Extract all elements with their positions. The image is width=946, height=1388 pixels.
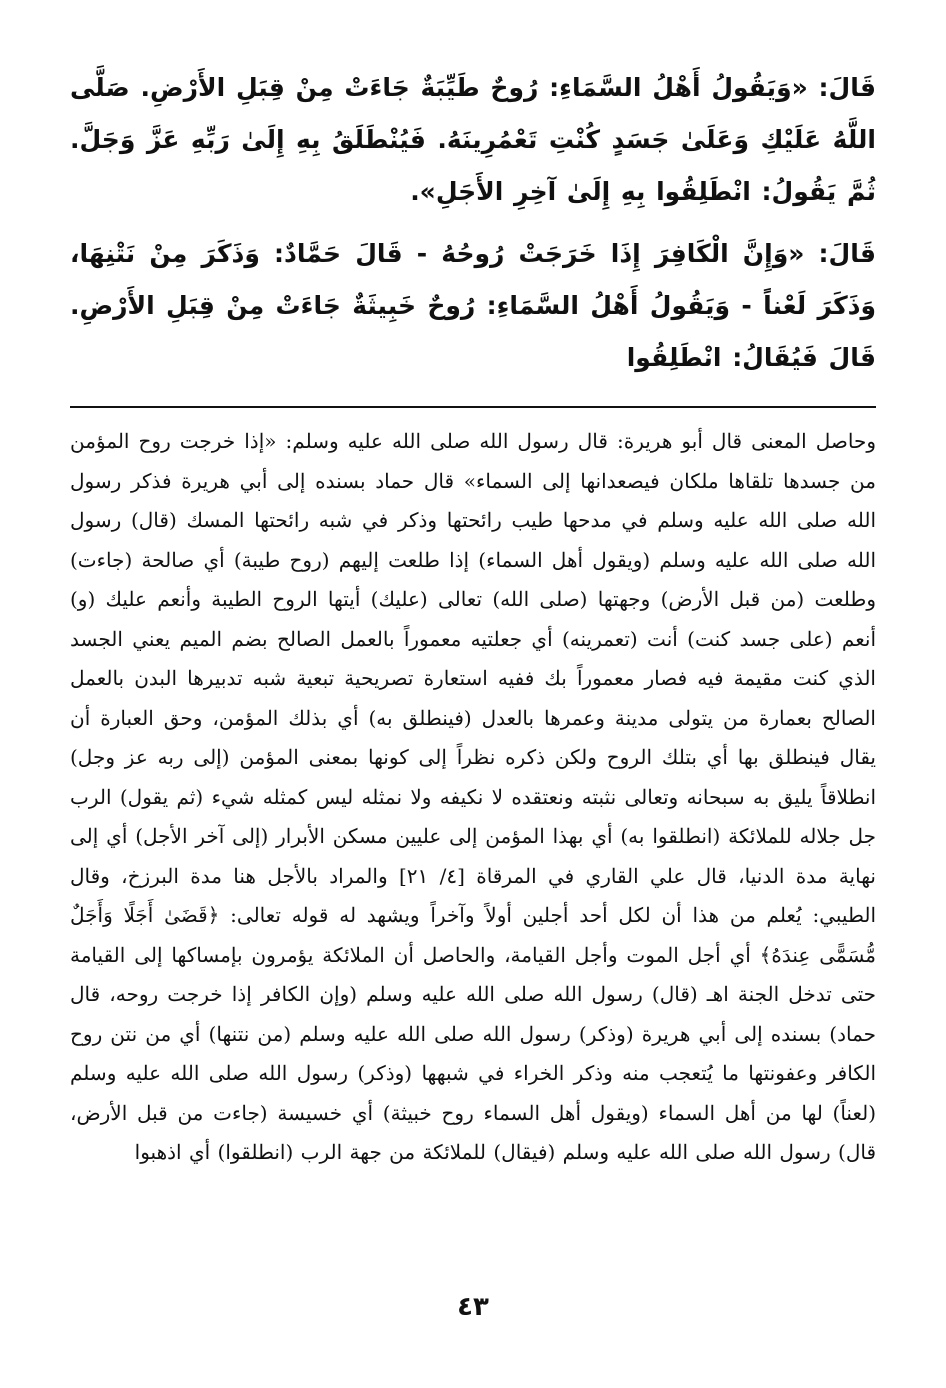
commentary-paragraph: وحاصل المعنى قال أبو هريرة: قال رسول الله صلى الله عليه وسلم: «إذا خرجت روح المؤمن من جسدها تلقاها ملكان فيصعدانها إلى السماء» قال حماد بسنده إلى أبي هريرة فذكر رسول الله صلى الله عليه وسلم في مدحها طيب رائحتها وذكر في شبه رائحتها المسك (قال) رسول الله صلى الله عليه وسلم (ويقول أهل السماء) إذا طلعت إليهم (روح طيبة) أي صالحة (جاءت) وطلعت (من قبل الأرض) وجهتها (صلى الله) تعالى (عليك) أيتها الروح الطيبة وأنعم عليك (و) أنعم (على جسد كنت) أنت (تعمرينه) أي جعلتيه معموراً بالعمل الصالح بضم الميم يعني الجسد الذي كنت مقيمة فيه فصار معموراً بك ففيه استعارة تصريحية تبعية شبه تدبيرها البدن بالعمل الصالح بعمارة من يتولى مدينة وعمرها بالعدل (فينطلق به) أي بذلك المؤمن، وحق العبارة أن يقال فينطلق بها أي بتلك الروح ولكن ذكره نظراً إلى كونها بمعنى المؤمن (إلى ربه عز وجل) انطلاقاً يليق به سبحانه وتعالى نثبته ونعتقده لا نكيفه ولا نمثله ليس كمثله شيء (ثم يقول) الرب جل جلاله للملائكة (انطلقوا به) أي بهذا المؤمن إلى عليين مسكن الأبرار (إلى آخر الأجل) أي إلى نهاية مدة الدنيا، قال علي القاري في المرقاة [٤/ ٢١] والمراد بالأجل هنا مدة البرزخ، وقال الطيبي: يُعلم من هذا أن لكل أحد أجلين أولاً وآخراً ويشهد له قوله تعالى: ﴿قَضَىٰ أَجَلًا وَأَجَلٌ مُّسَمًّى عِندَهُ﴾ أي أجل الموت وأجل القيامة، والحاصل أن الملائكة يؤمرون بإمساكها إلى القيامة حتى تدخل الجنة اهـ (قال) رسول الله صلى الله عليه وسلم (وإن الكافر إذا خرجت روحه، قال حماد) بسنده إلى أبي هريرة (وذكر) رسول الله صلى الله عليه وسلم (من نتنها) أي من نتن روح الكافر وعفونتها ما يُتعجب منه وذكر الخراء في شبهها (وذكر) رسول الله صلى الله عليه وسلم (لعناً) لها من أهل السماء (ويقول أهل السماء روح خبيثة) أي خسيسة (جاءت من قبل الأرض، قال) رسول الله صلى الله عليه وسلم (فيقال) للملائكة من جهة الرب (انطلقوا) أي اذهبوا	[70, 429, 877, 1164]
hadith-text-paragraph-2: قَالَ: «وَإِنَّ الْكَافِرَ إِذَا خَرَجَتْ رُوحُهُ - قَالَ حَمَّادٌ: وَذَكَرَ مِنْ نَتْنِهَا، وَذَكَرَ لَعْناً - وَيَقُولُ أَهْلُ السَّمَاءِ: رُوحٌ خَبِيثَةٌ جَاءَتْ مِنْ قِبَلِ الأَرْضِ. قَالَ فَيُقَالُ: انْطَلِقُوا	[70, 239, 876, 372]
footnote-divider	[70, 406, 876, 408]
page-number: ٤٣	[457, 1292, 489, 1322]
hadith-text-paragraph-1: قَالَ: «وَيَقُولُ أَهْلُ السَّمَاءِ: رُوحٌ طَيِّبَةٌ جَاءَتْ مِنْ قِبَلِ الأَرْضِ. صَلَّى اللَّهُ عَلَيْكِ وَعَلَىٰ جَسَدٍ كُنْتِ تَعْمُرِينَهُ. فَيُنْطَلَقُ بِهِ إِلَىٰ رَبِّهِ عَزَّ وَجَلَّ. ثُمَّ يَقُولُ: انْطَلِقُوا بِهِ إِلَىٰ آخِرِ الأَجَلِ».	[70, 73, 876, 206]
